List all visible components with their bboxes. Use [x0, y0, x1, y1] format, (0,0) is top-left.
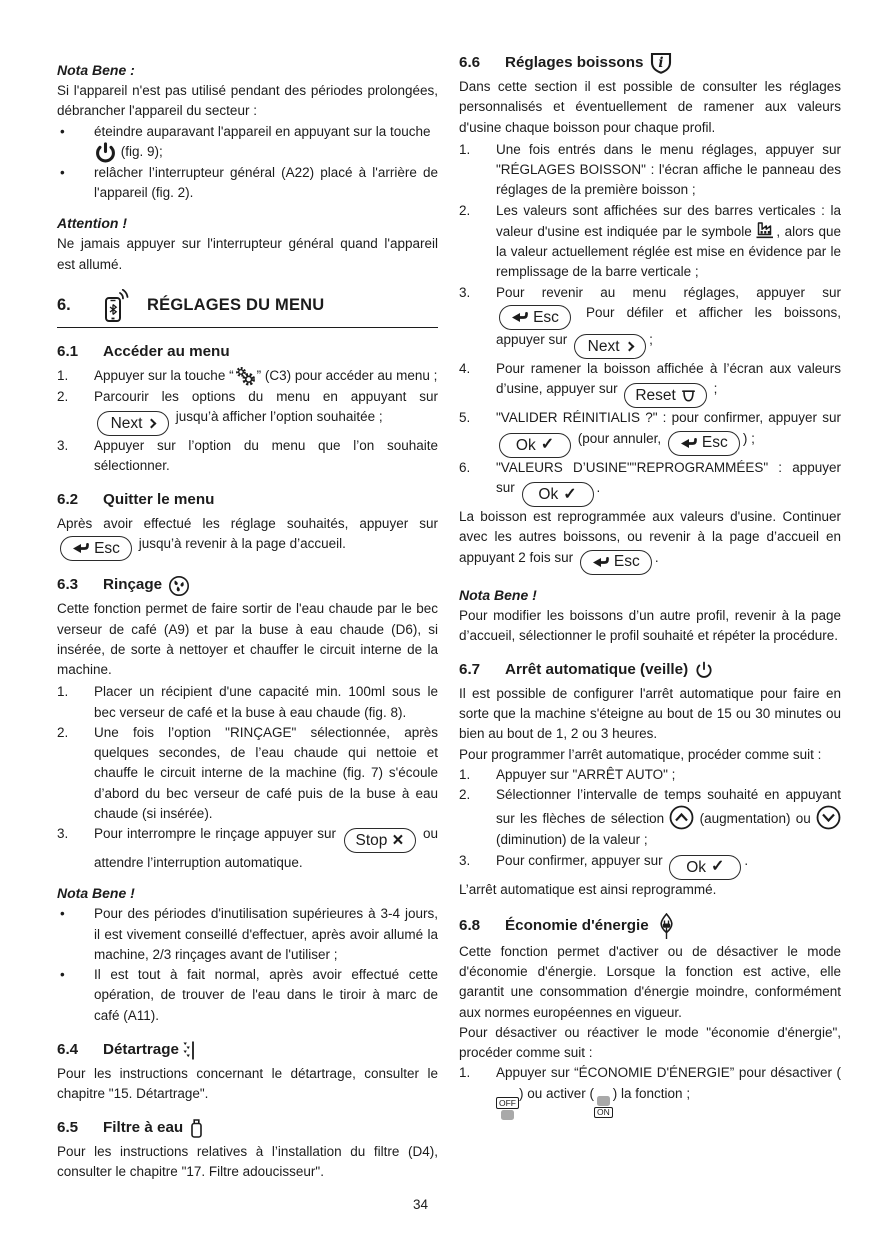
- bullet-item: [57, 163, 438, 204]
- ok-button: Ok ✓: [522, 482, 594, 507]
- list-item: 3. Pour interrompre le rinçage appuyer sur Stop × ou attendre l’interruption automatique.: [57, 826, 438, 871]
- rinse-droplets-icon: [168, 575, 190, 597]
- energy-leaf-plug-icon: [655, 913, 678, 940]
- attention-title: Attention !: [57, 215, 127, 232]
- power-icon: [94, 142, 117, 163]
- descale-icon: [182, 1040, 195, 1061]
- paragraph: Pour les instructions concernant le détartrage, consulter le chapitre "15. Détartrage".: [57, 1065, 438, 1101]
- chevron-right-icon: [147, 418, 157, 428]
- esc-button: Esc: [499, 305, 571, 330]
- bullet-text: relâcher l’interrupteur général (A22) placé à l'arrière de l'appareil (fig. 2).: [94, 164, 438, 200]
- section-number: 6.: [57, 296, 71, 315]
- list-item: 3. Appuyer sur l’option du menu que l’on souhaite sélectionner.: [57, 437, 438, 474]
- back-arrow-icon: [592, 556, 609, 569]
- check-icon: ✓: [563, 485, 577, 503]
- section-6-1-heading: 6.1 Accéder au menu: [57, 342, 230, 360]
- section-6-7-heading: 6.7 Arrêt automatique (veille): [459, 659, 841, 682]
- section-6-6-heading: 6.6 Réglages boissons i: [459, 52, 841, 75]
- section-6-8-heading: 6.8 Économie d'énergie: [459, 913, 841, 940]
- left-column: [57, 50, 438, 1182]
- list-item: 1. Appuyer sur la touche “ ” (C3) pour accéder au menu ;: [57, 366, 438, 387]
- paragraph: Pour les instructions relatives à l’installation du filtre (D4), consulter le chapitre "17. Filtre adoucisseur".: [57, 1143, 438, 1180]
- list-item: 2. Sélectionner l’intervalle de temps souhaité en appuyant sur les flèches de sélection (augmentation) ou (diminution) de la valeur ;: [459, 787, 841, 848]
- section-6-3-heading: 6.3 Rinçage: [57, 574, 438, 597]
- list-item: 5. "VALIDER RÉINITIALIS ?" : pour confirmer, appuyer sur Ok ✓ (pour annuler, Esc ) ;: [459, 408, 841, 457]
- paragraph: Cette fonction permet d'activer ou de désactiver le mode d'économie d'énergie. Lorsque la fonction est active, elle garantit une consommation d'énergie moindre, conformément aux normes européennes en vigueur.: [459, 943, 841, 1020]
- paragraph: Pour modifier les boissons d’un autre profil, revenir à la page d’accueil, sélectionner le profil souhaité et répéter la procédure.: [459, 607, 841, 643]
- paragraph: Dans cette section il est possible de consulter les réglages personnalisés et éventuellement de ramener aux valeurs d'usine chaque boisson pour chaque profil.: [459, 79, 841, 135]
- paragraph: Pour désactiver ou réactiver le mode "économie d'énergie", procéder comme suit :: [459, 1024, 841, 1061]
- arrow-up-circle-icon: [669, 805, 694, 830]
- list-item: 4. Pour ramener la boisson affichée à l’écran aux valeurs d’usine, appuyer sur Reset ;: [459, 359, 841, 408]
- factory-icon: [756, 221, 776, 239]
- stop-button: Stop ×: [344, 828, 416, 853]
- list-item: 2. Une fois l’option "RINÇAGE" sélectionnée, après quelques secondes, de l’eau chaude qui nettoie et chauffe le circuit interne de la machine (fig. 7) s'écoule d’abord du bec verseur de café puis de la buse à eau chaude (si insérée).: [57, 724, 438, 821]
- bullet-marker: •: [60, 967, 65, 983]
- back-arrow-icon: [680, 437, 697, 450]
- manual-page: [57, 50, 841, 1182]
- ok-button: Ok ✓: [499, 433, 571, 458]
- list-item: 6. "VALEURS D’USINE""REPROGRAMMÉES" : appuyer sur Ok ✓ .: [459, 458, 841, 507]
- bullet-marker: •: [60, 123, 65, 139]
- bullet-item: • Pour des périodes d'inutilisation supérieures à 3-4 jours, il est vivement conseillé d'effectuer, après avoir allumé la machine, 2/3 rinçages avant de l'utiliser ;: [57, 904, 438, 965]
- list-item: 1. Placer un récipient d'une capacité min. 100ml sous le bec verseur de café et la buse à eau chaude (fig. 8).: [57, 684, 438, 720]
- paragraph: L’arrêt automatique est ainsi reprogrammé.: [459, 881, 717, 897]
- list-item: 1. Appuyer sur "ARRÊT AUTO" ;: [459, 766, 676, 782]
- gears-icon: [234, 366, 257, 387]
- paragraph: Ne jamais appuyer sur l'interrupteur général quand l'appareil est allumé.: [57, 236, 438, 272]
- list-item: 1. Une fois entrés dans le menu réglages, appuyer sur "RÉGLAGES BOISSON" : l'écran affiche le panneau des réglages de la première boisson ;: [459, 141, 841, 198]
- bullet-marker: •: [60, 164, 65, 180]
- next-button: Next: [97, 411, 169, 436]
- check-icon: ✓: [540, 436, 555, 454]
- list-item: 2. Les valeurs sont affichées sur des barres verticales : la valeur d'usine est indiquée par le symbole , alors que la valeur actuellement réglée est mise en évidence par le remplissage de la barre verticale ;: [459, 202, 841, 280]
- power-icon: [694, 660, 714, 680]
- nota-bene-title: Nota Bene :: [57, 62, 135, 78]
- cup-icon: [681, 389, 696, 403]
- off-toggle-icon: OFF: [496, 1097, 519, 1121]
- reset-button: Reset: [624, 383, 707, 408]
- esc-button: Esc: [668, 431, 740, 456]
- water-filter-icon: [189, 1118, 204, 1139]
- section-divider: [57, 327, 438, 328]
- info-shield-icon: [649, 52, 673, 75]
- back-arrow-icon: [511, 311, 528, 324]
- chevron-right-icon: [624, 341, 634, 351]
- section-title: RÉGLAGES DU MENU: [147, 296, 325, 315]
- list-item: 3. Pour confirmer, appuyer sur Ok ✓ .: [459, 851, 841, 880]
- on-toggle-icon: ON: [594, 1095, 613, 1119]
- page-number: 34: [412, 1196, 429, 1212]
- list-item: 3. Pour revenir au menu réglages, appuyer sur Esc Pour défiler et afficher les boissons, appuyer sur Next ;: [459, 283, 841, 359]
- nota-bene-title: Nota Bene !: [459, 586, 537, 603]
- bullet-item: • Il est tout à fait normal, après avoir effectué cette opération, de trouver de l'eau dans le tiroir à marc de café (A11).: [57, 965, 438, 1026]
- esc-button: Esc: [580, 550, 652, 575]
- esc-button: Esc: [60, 536, 132, 561]
- list-item: 2. Parcourir les options du menu en appuyant sur Next jusqu’à afficher l’option souhaitée ;: [57, 387, 438, 436]
- back-arrow-icon: [72, 542, 89, 555]
- paragraph: La boisson est reprogrammée aux valeurs d'usine. Continuer avec les autres boissons, ou revenir à la page d’accueil en appuyant 2 fois sur Esc .: [459, 507, 841, 575]
- paragraph: Cette fonction permet de faire sortir de l'eau chaude par le bec verseur de café (A9) et par la buse à eau chaude (D6), si insérée, de sorte à nettoyer et chauffer le circuit interne de la machine.: [57, 601, 438, 678]
- bullet-text: éteindre auparavant l'appareil en appuyant sur la touche (fig. 9);: [94, 122, 438, 163]
- bullet-item: [57, 122, 438, 163]
- right-column: [459, 50, 841, 1182]
- bullet-marker: •: [60, 906, 65, 922]
- nota-bene-title: Nota Bene !: [57, 885, 135, 902]
- arrow-down-circle-icon: [816, 805, 841, 830]
- paragraph: Si l'appareil n'est pas utilisé pendant des périodes prolongées, débrancher l'appareil du secteur :: [57, 83, 438, 119]
- svg-text:i: i: [658, 55, 664, 72]
- paragraph: Après avoir effectué les réglage souhaités, appuyer sur Esc jusqu’à revenir à la page d’accueil.: [57, 514, 438, 561]
- list-item: 1. Appuyer sur “ÉCONOMIE D'ÉNERGIE” pour désactiver ( OFF ) ou activer ( ON ) la fonction ;: [459, 1063, 841, 1120]
- section-6-4-heading: 6.4 Détartrage: [57, 1039, 438, 1062]
- ok-button: Ok ✓: [669, 855, 741, 880]
- phone-bluetooth-icon: [99, 289, 135, 323]
- x-icon: ×: [392, 830, 404, 852]
- check-icon: ✓: [711, 858, 725, 876]
- paragraph: Il est possible de configurer l'arrêt automatique pour faire en sorte que la machine s'éteigne au bout de 15 ou 30 minutes ou bien au bout de 1, 2 ou 3 heures.: [459, 685, 841, 742]
- next-button: Next: [574, 334, 646, 359]
- paragraph: Pour programmer l’arrêt automatique, procéder comme suit :: [459, 746, 822, 762]
- section-6-5-heading: 6.5 Filtre à eau: [57, 1117, 438, 1140]
- section-6-2-heading: 6.2 Quitter le menu: [57, 491, 215, 509]
- section-6-heading: [57, 289, 438, 323]
